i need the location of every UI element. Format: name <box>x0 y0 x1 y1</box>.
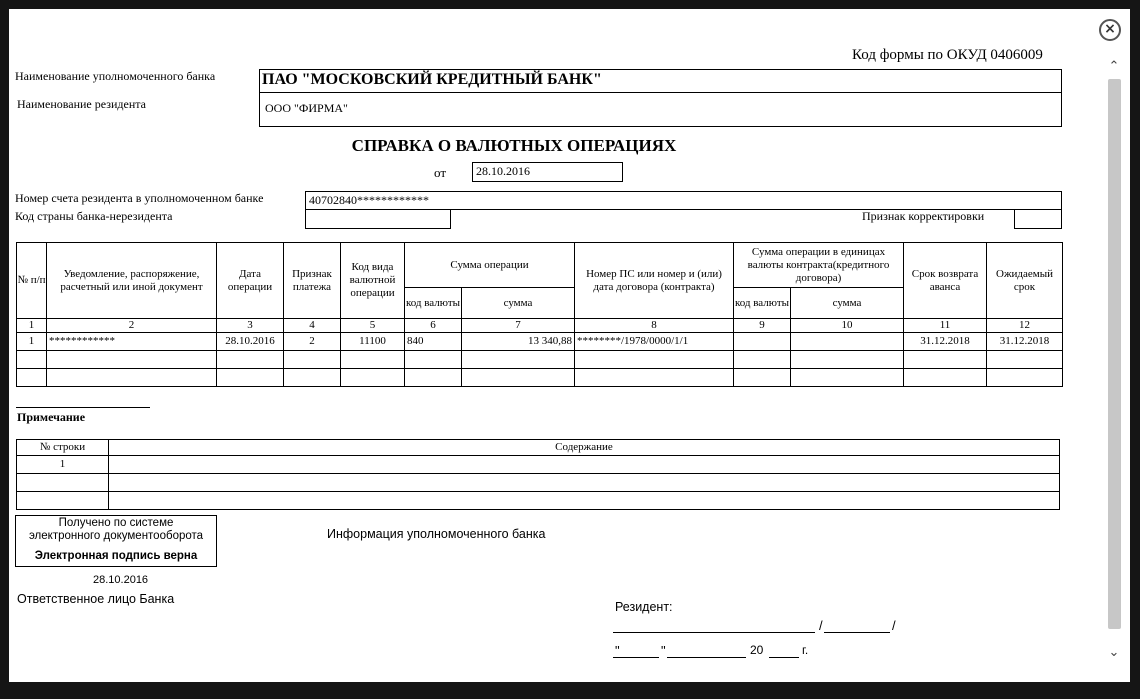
table-cell <box>284 351 341 369</box>
list-item <box>17 474 1060 492</box>
stamp-line-2: электронного документооборота <box>28 530 204 542</box>
table-cell: ********/1978/0000/1/1 <box>575 333 734 351</box>
account-number: 40702840************ <box>305 191 1062 210</box>
table-cell <box>217 369 284 387</box>
notes-header-row: № строки <box>17 440 109 456</box>
table-cell: 28.10.2016 <box>217 333 284 351</box>
stamp-line-1: Получено по системе <box>58 517 174 529</box>
okud-code: Код формы по ОКУД 0406009 <box>852 47 1043 63</box>
table-cell: 840 <box>405 333 462 351</box>
table-cell: 31.12.2018 <box>904 333 987 351</box>
column-number: 7 <box>462 319 575 333</box>
table-cell <box>791 333 904 351</box>
document-title: СПРАВКА О ВАЛЮТНЫХ ОПЕРАЦИЯХ <box>351 136 677 155</box>
header-cur-code: код валюты <box>405 288 462 319</box>
table-cell <box>341 369 405 387</box>
table-cell <box>17 351 47 369</box>
scroll-down-icon[interactable]: ⌄ <box>1108 645 1120 660</box>
table-cell <box>575 351 734 369</box>
header-c-amount: сумма <box>791 288 904 319</box>
header-advance: Срок возврата аванса <box>904 243 987 319</box>
table-row <box>17 351 1063 369</box>
column-number: 10 <box>791 319 904 333</box>
table-cell <box>904 369 987 387</box>
table-cell <box>791 351 904 369</box>
header-doc: Уведомление, распоряжение, расчетный или иной документ <box>47 243 217 319</box>
table-cell <box>17 369 47 387</box>
month-line <box>667 657 746 658</box>
table-cell <box>47 369 217 387</box>
responsible-person: Ответственное лицо Банка <box>17 592 175 606</box>
country-code <box>305 209 451 229</box>
correction-label: Признак корректировки <box>862 209 985 223</box>
table-cell: 11100 <box>341 333 405 351</box>
stamp-date: 28.10.2016 <box>93 574 149 586</box>
vertical-scrollbar[interactable] <box>1107 59 1121 671</box>
table-cell <box>734 369 791 387</box>
header-sum-group: Сумма операции <box>405 243 575 288</box>
notes-header-content: Содержание <box>109 440 1060 456</box>
table-row <box>17 369 1063 387</box>
column-number: 12 <box>987 319 1063 333</box>
table-cell <box>284 369 341 387</box>
date-prefix: от <box>434 165 447 180</box>
name-line <box>824 632 890 633</box>
table-cell: ************ <box>47 333 217 351</box>
header-kind: Код вида валютной операции <box>341 243 405 319</box>
note-cell <box>17 492 109 510</box>
column-number: 1 <box>17 319 47 333</box>
bank-label: Наименование уполномоченного банка <box>15 69 216 83</box>
quote-open: " <box>615 643 620 658</box>
operations-table <box>16 242 1063 387</box>
table-cell: 13 340,88 <box>462 333 575 351</box>
table-cell <box>575 369 734 387</box>
quote-close: " <box>661 643 666 658</box>
notes-title: Примечание <box>17 410 86 424</box>
note-cell <box>109 456 1060 474</box>
document-date: 28.10.2016 <box>472 162 623 182</box>
table-cell <box>217 351 284 369</box>
table-cell: 1 <box>17 333 47 351</box>
list-item <box>17 492 1060 510</box>
scroll-thumb[interactable] <box>1108 79 1121 629</box>
resident-sign-label: Резидент: <box>615 600 673 614</box>
table-cell <box>734 351 791 369</box>
slash-2: / <box>892 618 896 633</box>
bank-info-label: Информация уполномоченного банка <box>327 527 546 541</box>
header-contract-sum-group: Сумма операции в единицах валюты контракта(кредитного договора) <box>734 243 904 288</box>
table-cell <box>341 351 405 369</box>
table-cell: 2 <box>284 333 341 351</box>
header-num: № п/п <box>17 243 47 319</box>
resident-name: ООО "ФИРМА" <box>265 101 348 115</box>
table-cell <box>987 369 1063 387</box>
table-cell <box>405 369 462 387</box>
header-c-cur-code: код валюты <box>734 288 791 319</box>
year-prefix: 20 <box>750 643 764 657</box>
note-cell: 1 <box>17 456 109 474</box>
table-cell <box>462 369 575 387</box>
country-label: Код страны банка-нерезидента <box>15 209 173 223</box>
column-number: 6 <box>405 319 462 333</box>
column-number: 5 <box>341 319 405 333</box>
bank-name: ПАО "МОСКОВСКИЙ КРЕДИТНЫЙ БАНК" <box>262 71 602 88</box>
list-item <box>17 456 1060 474</box>
column-number: 8 <box>575 319 734 333</box>
header-contract: Номер ПС или номер и (или) дата договора (контракта) <box>575 243 734 319</box>
resident-label: Наименование резидента <box>17 97 146 111</box>
header-date: Дата операции <box>217 243 284 319</box>
account-label: Номер счета резидента в уполномоченном банке <box>15 191 264 205</box>
note-cell <box>109 474 1060 492</box>
table-cell <box>47 351 217 369</box>
header-amount: сумма <box>462 288 575 319</box>
notes-table <box>16 439 1060 510</box>
table-cell <box>462 351 575 369</box>
signature-line <box>613 632 815 633</box>
stamp-line-3: Электронная подпись верна <box>34 550 198 562</box>
header-sign: Признак платежа <box>284 243 341 319</box>
table-cell: 31.12.2018 <box>987 333 1063 351</box>
table-cell <box>791 369 904 387</box>
column-number: 11 <box>904 319 987 333</box>
note-cell <box>17 474 109 492</box>
slash-1: / <box>819 618 823 633</box>
table-cell <box>405 351 462 369</box>
year-suffix: г. <box>802 643 809 657</box>
correction-value <box>1014 209 1062 229</box>
year-line <box>769 657 799 658</box>
scroll-up-icon[interactable]: ⌃ <box>1108 59 1120 74</box>
day-line <box>613 657 659 658</box>
column-number: 9 <box>734 319 791 333</box>
header-expected: Ожидаемый срок <box>987 243 1063 319</box>
bank-resident-box <box>259 69 1062 127</box>
column-number: 2 <box>47 319 217 333</box>
column-number: 3 <box>217 319 284 333</box>
table-cell <box>734 333 791 351</box>
close-icon[interactable]: × <box>1099 19 1121 41</box>
e-signature-stamp <box>15 515 217 567</box>
table-cell <box>987 351 1063 369</box>
table-row <box>17 333 1063 351</box>
table-cell <box>904 351 987 369</box>
document-modal <box>9 9 1130 682</box>
column-number: 4 <box>284 319 341 333</box>
note-cell <box>109 492 1060 510</box>
